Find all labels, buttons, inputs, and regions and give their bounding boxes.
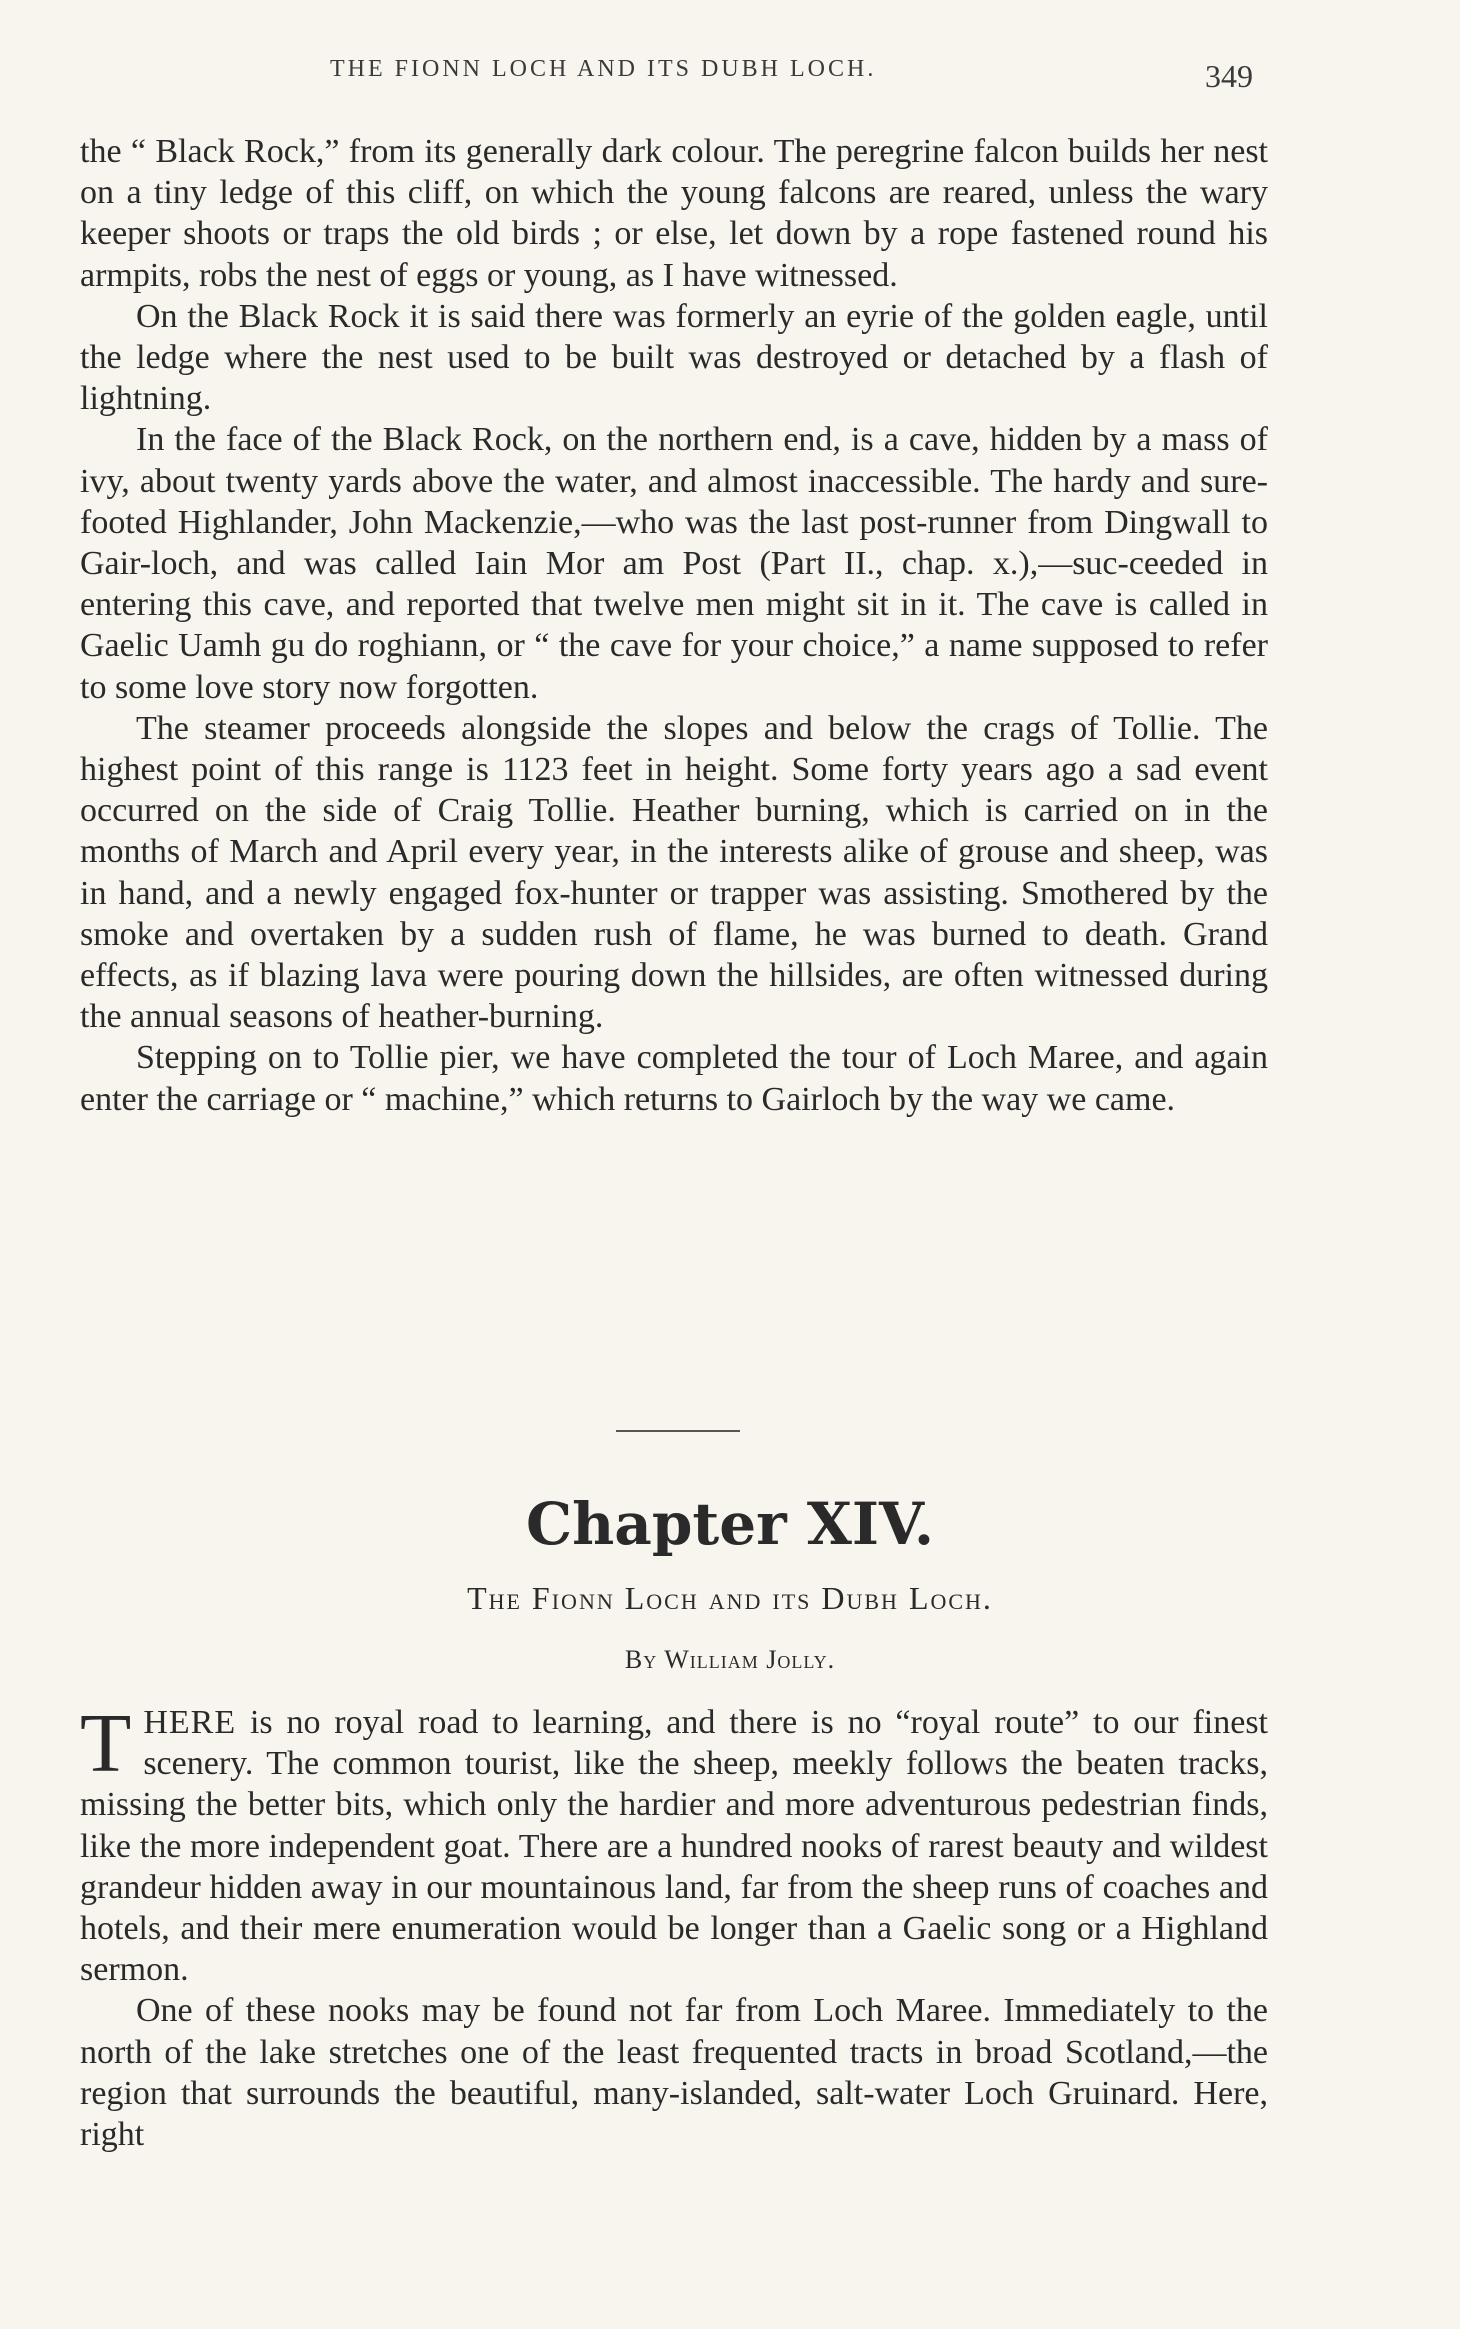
paragraph: In the face of the Black Rock, on the northern end, is a cave, hidden by a mass of ivy, about twenty yards above the water, and almost inaccessible. The hardy and sure-footed Highlander, John Mackenzie,—who was the last post-runner from Dingwall to Gair-loch, and was called Iain Mor am Post (Part II., chap. x.),—suc-ceeded in entering this cave, and reported that twelve men might sit in it. The cave is called in Gaelic Uamh gu do roghiann, or “ the cave for your choice,” a name supposed to refer to some love story now forgotten.: [80, 421, 1268, 706]
running-head: THE FIONN LOCH AND ITS DUBH LOCH.: [330, 56, 877, 82]
body-text-top: [80, 131, 1268, 1120]
chapter-title: Chapter XIV.: [525, 1490, 935, 1558]
drop-cap: T: [80, 1697, 132, 1790]
paragraph: The steamer proceeds alongside the slopes and below the crags of Tollie. The highest point of this range is 1123 feet in height. Some forty years ago a sad event occurred on the side of Craig Tollie. Heather burning, which is carried on in the months of March and April every year, in the interests alike of grouse and sheep, was in hand, and a newly engaged fox-hunter or trapper was assisting. Smothered by the smoke and overtaken by a sudden rush of flame, he was burned to death. Grand effects, as if blazing lava were pouring down the hillsides, are often witnessed during the annual seasons of heather-burning.: [80, 709, 1268, 1036]
opening-paragraph: [80, 1697, 1268, 1990]
paragraph-text: is no royal road to learning, and there is no “royal route” to our finest scenery. The common tourist, like the sheep, meekly follows the beaten tracks, missing the better bits, which only the hardier and more adventurous pedestrian finds, like the more independent goat. There are a hundred nooks of rarest beauty and wildest grandeur hidden away in our mountainous land, far from the sheep runs of coaches and hotels, and their mere enumeration would be longer than a Gaelic song or a Highland sermon.: [80, 1704, 1268, 1989]
chapter-subtitle: The Fionn Loch and its Dubh Loch.: [467, 1580, 993, 1616]
first-word-rest: HERE: [143, 1704, 237, 1741]
paragraph: One of these nooks may be found not far from Loch Maree. Immediately to the north of the lake stretches one of the least frequented tracts in broad Scotland,—the region that surrounds the beautiful, many-islanded, salt-water Loch Gruinard. Here, right: [80, 1992, 1268, 2154]
paragraph: the “ Black Rock,” from its generally dark colour. The peregrine falcon builds her nest on a tiny ledge of this cliff, on which the young falcons are reared, unless the wary keeper shoots or traps the old birds ; or else, let down by a rope fastened round his armpits, robs the nest of eggs or young, as I have witnessed.: [80, 133, 1268, 294]
page-number: 349: [1205, 58, 1253, 94]
chapter-byline: By William Jolly.: [624, 1645, 836, 1674]
paragraph: Stepping on to Tollie pier, we have completed the tour of Loch Maree, and again enter the carriage or “ machine,” which returns to Gairloch by the way we came.: [80, 1039, 1268, 1118]
section-divider: [616, 1430, 740, 1432]
body-text-bottom: [80, 1697, 1268, 2155]
paragraph: On the Black Rock it is said there was formerly an eyrie of the golden eagle, until the ledge where the nest used to be built was destroyed or detached by a flash of lightning.: [80, 297, 1268, 418]
